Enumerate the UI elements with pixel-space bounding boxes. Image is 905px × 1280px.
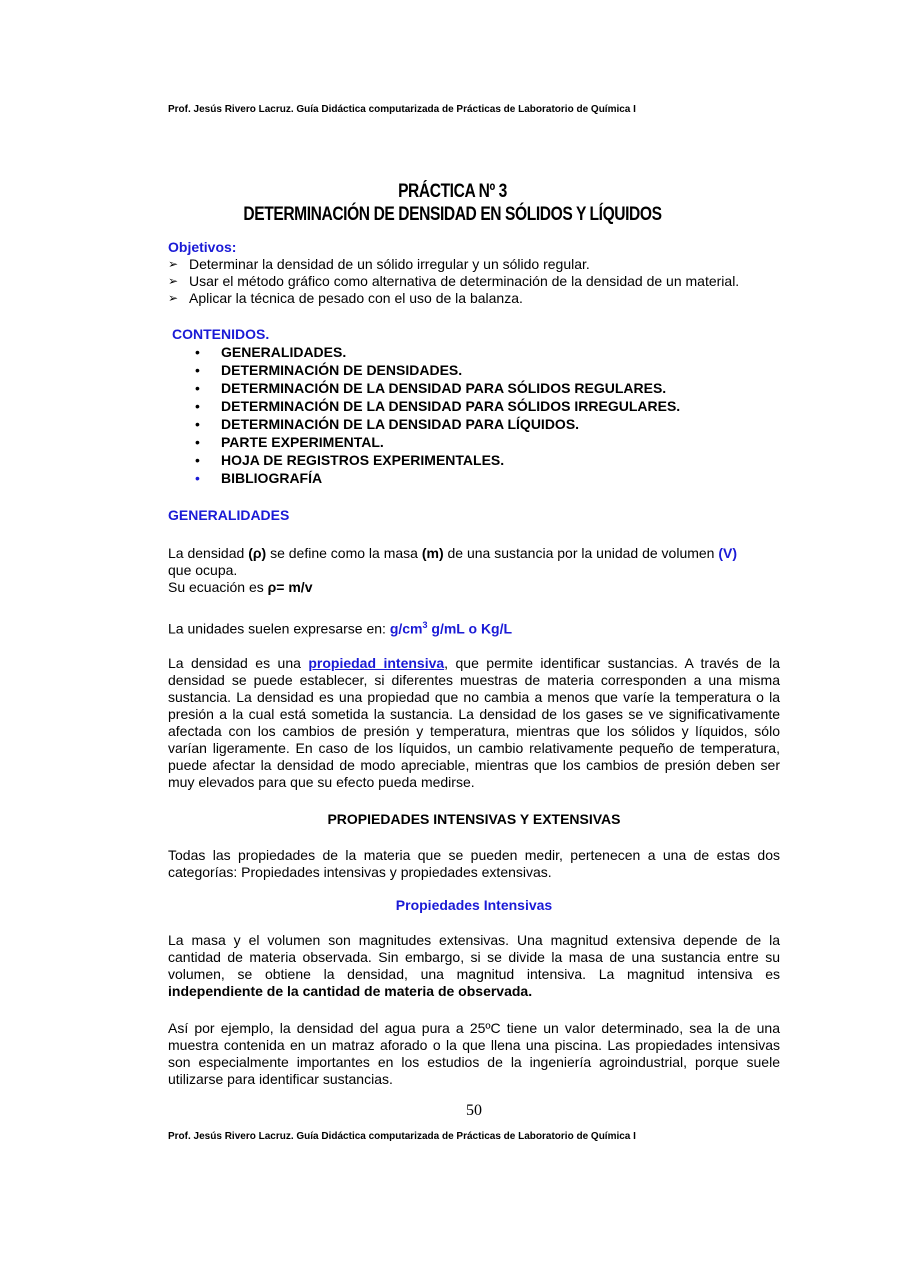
contents-item: • GENERALIDADES. xyxy=(168,343,780,361)
equation: ρ= m/v xyxy=(267,579,313,595)
intensive-subheading: Propiedades Intensivas xyxy=(395,897,553,913)
contents-item: • DETERMINACIÓN DE LA DENSIDAD PARA SÓLIDOS REGULARES. xyxy=(168,379,780,397)
density-definition xyxy=(168,545,780,579)
unit-exponent: 3 xyxy=(422,620,428,630)
title-line-1: PRÁCTICA Nº 3 xyxy=(398,181,507,202)
title-line-2: DETERMINACIÓN DE DENSIDAD EN SÓLIDOS Y LÍQUIDOS xyxy=(243,204,662,225)
page-header: Prof. Jesús Rivero Lacruz. Guía Didáctica computarizada de Prácticas de Laboratorio de Química I xyxy=(168,104,636,115)
objective-item: ➢ Determinar la densidad de un sólido irregular y un sólido regular. xyxy=(168,256,780,273)
contents-item: • BIBLIOGRAFÍA xyxy=(168,469,780,487)
mass-volume-paragraph xyxy=(168,932,780,1000)
properties-heading: PROPIEDADES INTENSIVAS Y EXTENSIVAS xyxy=(327,811,621,827)
mass-symbol: (m) xyxy=(421,545,444,561)
properties-paragraph: Todas las propiedades de la materia que se pueden medir, pertenecen a una de estas dos categorías: Propiedades intensivas y propiedades extensivas. xyxy=(168,847,780,880)
generalidades-heading: GENERALIDADES xyxy=(168,507,290,523)
unit: g/mL o Kg/L xyxy=(427,620,513,637)
volume-symbol: (V) xyxy=(718,545,738,561)
contents-item: • DETERMINACIÓN DE LA DENSIDAD PARA LÍQUIDOS. xyxy=(168,415,780,433)
density-units xyxy=(168,617,780,638)
contents-heading: CONTENIDOS. xyxy=(172,326,270,342)
emphasis: independiente de la cantidad de materia de observada. xyxy=(168,983,533,999)
text: La densidad xyxy=(168,545,249,561)
objectives-heading: Objetivos: xyxy=(168,239,237,255)
propiedad-intensiva-link[interactable]: propiedad intensiva xyxy=(308,655,445,671)
contents-item: • DETERMINACIÓN DE LA DENSIDAD PARA SÓLIDOS IRREGULARES. xyxy=(168,397,780,415)
contents-section xyxy=(168,326,780,487)
rho-symbol: (ρ) xyxy=(248,545,267,561)
unit: g/cm xyxy=(389,620,423,637)
objectives-section xyxy=(168,239,780,307)
objective-item: ➢ Aplicar la técnica de pesado con el uso de la balanza. xyxy=(168,290,780,307)
contents-item: • PARTE EXPERIMENTAL. xyxy=(168,433,780,451)
page-number: 50 xyxy=(466,1102,482,1119)
intensive-property-paragraph xyxy=(168,655,780,791)
density-equation xyxy=(168,579,780,596)
text: La densidad es una xyxy=(168,655,309,671)
text: Su ecuación es xyxy=(168,579,268,595)
text: de una sustancia por la unidad de volumen xyxy=(443,545,719,561)
page-footer: Prof. Jesús Rivero Lacruz. Guía Didáctica computarizada de Prácticas de Laboratorio de Química I xyxy=(168,1131,636,1142)
text: La masa y el volumen son magnitudes extensivas. Una magnitud extensiva depende de la cantidad de materia observada. Sin embargo, si se divide la masa de una sustancia entre su volumen, se obtiene la densidad, una magnitud intensiva. La magnitud intensiva es xyxy=(168,932,780,982)
text: , que permite identificar sustancias. A través de la densidad se puede establecer, si diferentes muestras de materia corresponden a una misma sustancia. La densidad es una propiedad que no cambia a menos que varíe la temperatura o la presión a la cual está sometida la sustancia. La densidad de los gases se ve significativamente afectada con los cambios de presión y temperatura, mientras que los sólidos y líquidos, sólo varían ligeramente. En caso de los líquidos, un cambio relativamente pequeño de temperatura, puede afectar la densidad de modo apreciable, mientras que los cambios de presión deben ser muy elevados para que su efecto pueda medirse. xyxy=(168,655,781,790)
contents-item: • HOJA DE REGISTROS EXPERIMENTALES. xyxy=(168,451,780,469)
text: se define como la masa xyxy=(266,545,422,561)
practice-title xyxy=(81,180,823,226)
objective-item: ➢ Usar el método gráfico como alternativa de determinación de la densidad de un material. xyxy=(168,273,780,290)
water-example-paragraph: Así por ejemplo, la densidad del agua pura a 25ºC tiene un valor determinado, sea la de una muestra contenida en un matraz aforado o la que llena una piscina. Las propiedades intensivas son especialmente importantes en los estudios de la ingeniería agroindustrial, porque suele utilizarse para identificar sustancias. xyxy=(168,1020,780,1087)
contents-item: • DETERMINACIÓN DE DENSIDADES. xyxy=(168,361,780,379)
text: que ocupa. xyxy=(168,562,238,578)
text: La unidades suelen expresarse en: xyxy=(168,620,390,637)
